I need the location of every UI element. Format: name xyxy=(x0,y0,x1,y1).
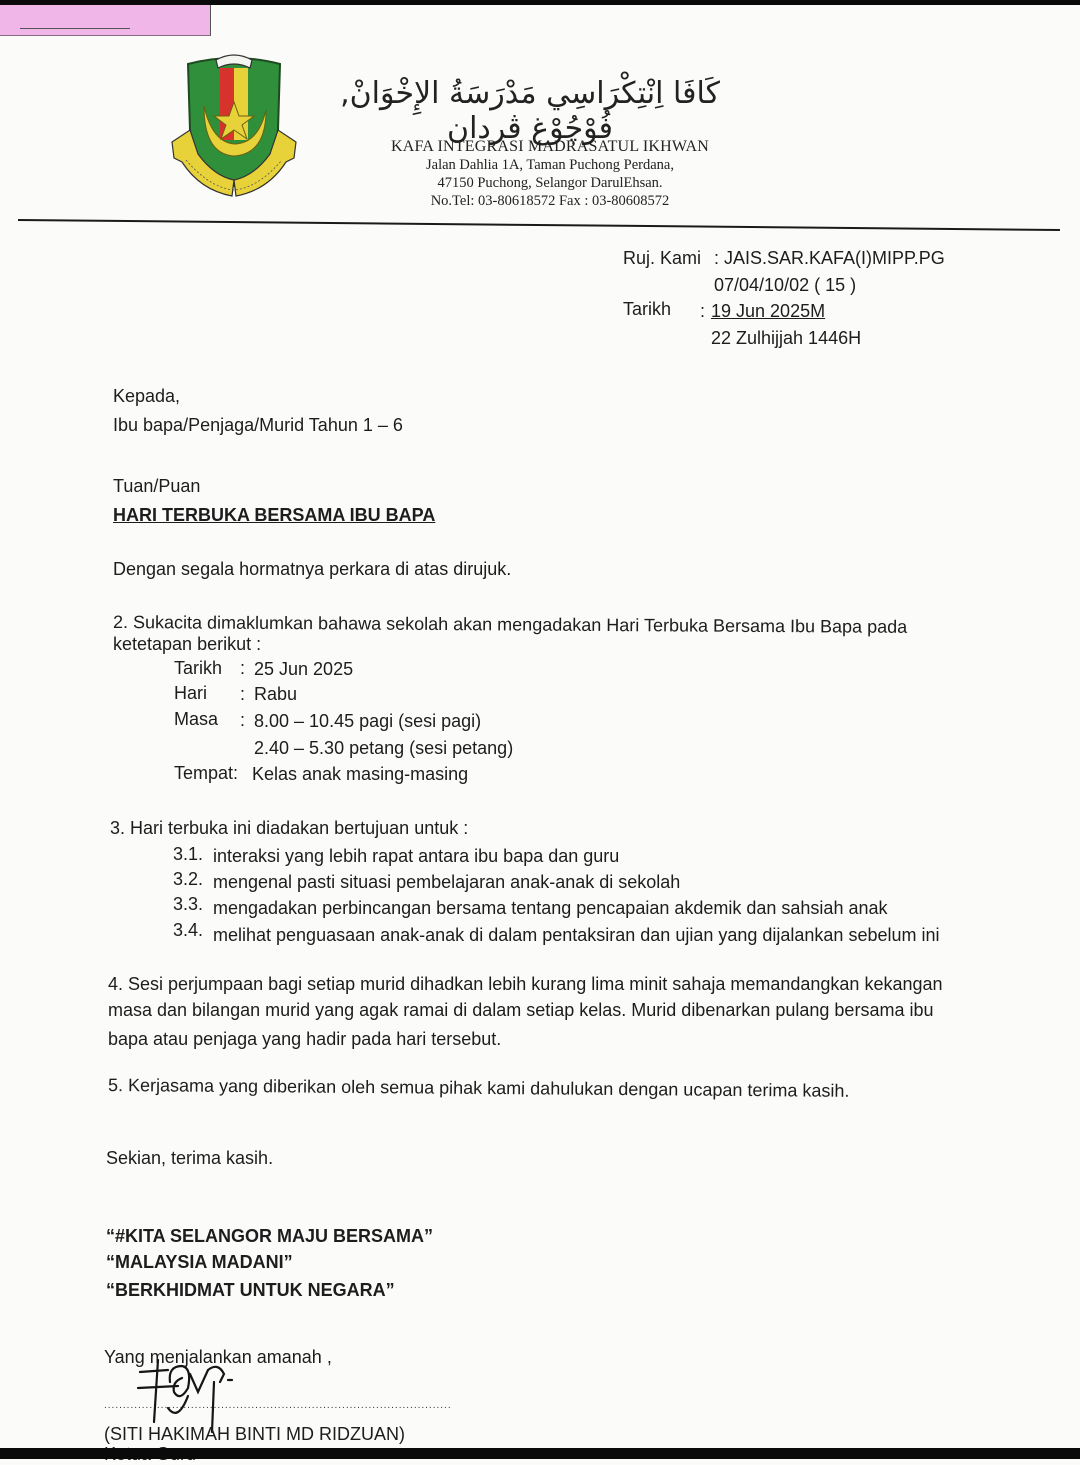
objective-number: 3.4. xyxy=(173,920,204,940)
slogan: “BERKHIDMAT UNTUK NEGARA” xyxy=(106,1280,395,1300)
objective-number: 3.2. xyxy=(173,869,204,889)
objective-number: 3.1. xyxy=(173,844,204,864)
contact-line: No.Tel: 03-80618572 Fax : 03-80608572 xyxy=(430,193,670,209)
objective-text: mengenal pasti situasi pembelajaran anak-anak di sekolah xyxy=(213,872,681,892)
closing: Sekian, terima kasih. xyxy=(106,1148,274,1168)
bottom-edge-bar xyxy=(0,1448,1080,1459)
date-colon: : xyxy=(700,301,706,321)
sticky-note xyxy=(0,5,211,36)
recipient: Ibu bapa/Penjaga/Murid Tahun 1 – 6 xyxy=(113,415,403,435)
detail-label: Tarikh xyxy=(174,658,223,678)
address-line-1: Jalan Dahlia 1A, Taman Puchong Perdana, xyxy=(426,157,674,173)
signature-intro: Yang menjalankan amanah , xyxy=(104,1347,332,1367)
letterhead xyxy=(360,138,740,210)
ref-value-line2: 07/04/10/02 ( 15 ) xyxy=(714,275,857,295)
signature-line: ............................................................................................ xyxy=(104,1400,452,1411)
ref-value: : JAIS.SAR.KAFA(I)MIPP.PG xyxy=(714,248,945,268)
detail-colon: : xyxy=(240,658,246,678)
detail-label: Tempat: xyxy=(174,763,239,783)
detail-value-date: 25 Jun 2025 xyxy=(254,659,354,679)
hijri-date: 22 Zulhijjah 1446H xyxy=(711,328,862,348)
opening-line: Dengan segala hormatnya perkara di atas dirujuk. xyxy=(113,559,512,579)
objective-text: melihat penguasaan anak-anak di dalam pentaksiran dan ujian yang dijalankan sebelum ini xyxy=(213,925,940,945)
paragraph-4: 4. Sesi perjumpaan bagi setiap murid dihadkan lebih kurang lima minit sahaja memandangkan kekangan xyxy=(108,974,943,994)
school-name: KAFA INTEGRASI MADRASATUL IKHWAN xyxy=(391,138,709,155)
paragraph-2: 2. Sukacita dimaklumkan bahawa sekolah akan mengadakan Hari Terbuka Bersama Ibu Bapa pada xyxy=(112,612,908,637)
paragraph-3: 3. Hari terbuka ini diadakan bertujuan untuk : xyxy=(110,818,469,838)
slogan: “MALAYSIA MADANI” xyxy=(106,1252,293,1272)
objective-text: mengadakan perbincangan bersama tentang pencapaian akdemik dan sahsiah anak xyxy=(213,898,888,918)
detail-value-time-morning: 8.00 – 10.45 pagi (sesi pagi) xyxy=(254,711,482,731)
recipient-heading: Kepada, xyxy=(113,386,181,406)
salutation: Tuan/Puan xyxy=(113,476,201,496)
paragraph-5: 5. Kerjasama yang diberikan oleh semua pihak kami dahulukan dengan ucapan terima kasih. xyxy=(107,1075,850,1101)
school-name-arabic: كَافَا اِنْتِكْرَاسِي مَدْرَسَةُ الإِخْوَانْ, فُوْچُوْغ ڤردان xyxy=(340,76,720,146)
letter-date: 19 Jun 2025M xyxy=(711,301,826,321)
detail-colon: : xyxy=(240,684,246,704)
detail-value-place: Kelas anak masing-masing xyxy=(252,764,469,784)
detail-label: Hari xyxy=(174,683,208,703)
ref-label: Ruj. Kami xyxy=(623,248,702,268)
objective-text: interaksi yang lebih rapat antara ibu bapa dan guru xyxy=(213,846,620,866)
detail-colon: : xyxy=(240,710,246,730)
address-line-2: 47150 Puchong, Selangor DarulEhsan. xyxy=(437,175,663,191)
letterhead-divider xyxy=(18,219,1060,231)
school-crest-logo xyxy=(170,50,298,202)
sticky-note-edge xyxy=(20,28,130,29)
date-label: Tarikh xyxy=(623,299,672,319)
paragraph-4-line-2: masa dan bilangan murid yang agak ramai di dalam setiap kelas. Murid dibenarkan pulang bersama ibu xyxy=(108,1000,934,1020)
detail-value-time-afternoon: 2.40 – 5.30 petang (sesi petang) xyxy=(254,738,514,758)
slogan: “#KITA SELANGOR MAJU BERSAMA” xyxy=(106,1226,434,1246)
objective-number: 3.3. xyxy=(173,894,204,914)
detail-label: Masa xyxy=(174,709,219,729)
paragraph-2-cont: ketetapan berikut : xyxy=(113,634,262,654)
detail-value-day: Rabu xyxy=(254,684,298,704)
letter-subject: HARI TERBUKA BERSAMA IBU BAPA xyxy=(113,505,436,525)
signer-name: (SITI HAKIMAH BINTI MD RIDZUAN) xyxy=(104,1424,405,1444)
paragraph-4-line-3: bapa atau penjaga yang hadir pada hari tersebut. xyxy=(108,1029,502,1049)
